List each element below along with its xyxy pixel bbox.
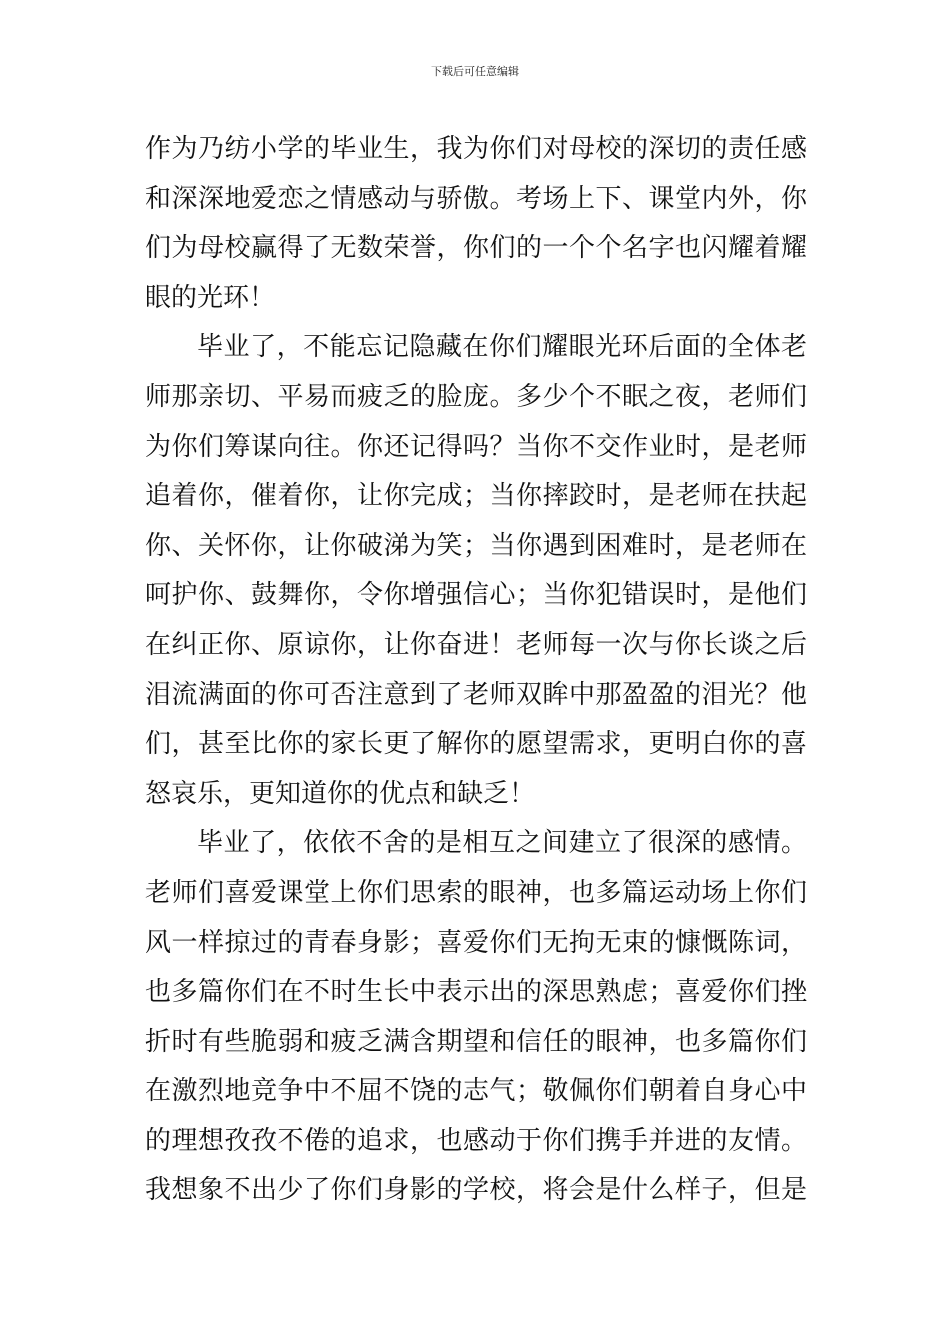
text-line: 呵护你、鼓舞你，令你增强信心；当你犯错误时，是他们 (145, 580, 807, 611)
text-line: 你、关怀你，让你破涕为笑；当你遇到困难时，是老师在 (145, 530, 807, 561)
text-line: 在纠正你、原谅你，让你奋进！老师每一次与你长谈之后 (145, 629, 807, 660)
text-line: 也多篇你们在不时生长中表示出的深思熟虑；喜爱你们挫 (145, 977, 807, 1008)
text-line: 老师们喜爱课堂上你们思索的眼神，也多篇运动场上你们 (145, 877, 807, 908)
text-line: 们，甚至比你的家长更了解你的愿望需求，更明白你的喜 (145, 729, 807, 760)
text-line: 们为母校赢得了无数荣誉，你们的一个个名字也闪耀着耀 (145, 233, 807, 264)
text-line: 毕业了，依依不舍的是相互之间建立了很深的感情。 (197, 828, 807, 859)
text-line: 折时有些脆弱和疲乏满含期望和信任的眼神，也多篇你们 (145, 1026, 807, 1057)
body-text (145, 125, 807, 1216)
text-line: 的理想孜孜不倦的追求，也感动于你们携手并进的友情。 (145, 1125, 807, 1156)
text-line: 为你们筹谋向往。你还记得吗？当你不交作业时，是老师 (145, 431, 807, 462)
text-line: 风一样掠过的青春身影；喜爱你们无拘无束的慷慨陈词， (145, 927, 807, 958)
text-line: 作为乃纺小学的毕业生，我为你们对母校的深切的责任感 (145, 134, 807, 164)
page-header: 下载后可任意编辑 (431, 65, 519, 78)
text-line: 眼的光环！ (145, 282, 276, 313)
text-line: 我想象不出少了你们身影的学校，将会是什么样子，但是 (145, 1175, 807, 1206)
text-line: 毕业了，不能忘记隐藏在你们耀眼光环后面的全体老 (197, 332, 807, 363)
text-line: 和深深地爱恋之情感动与骄傲。考场上下、课堂内外，你 (145, 183, 807, 214)
text-line: 在激烈地竞争中不屈不饶的志气；敬佩你们朝着自身心中 (145, 1076, 807, 1107)
text-line: 师那亲切、平易而疲乏的脸庞。多少个不眠之夜，老师们 (145, 381, 807, 412)
text-line: 追着你，催着你，让你完成；当你摔跤时，是老师在扶起 (145, 481, 807, 512)
text-line: 怒哀乐，更知道你的优点和缺乏！ (145, 778, 536, 809)
text-line: 泪流满面的你可否注意到了老师双眸中那盈盈的泪光？他 (145, 679, 807, 710)
